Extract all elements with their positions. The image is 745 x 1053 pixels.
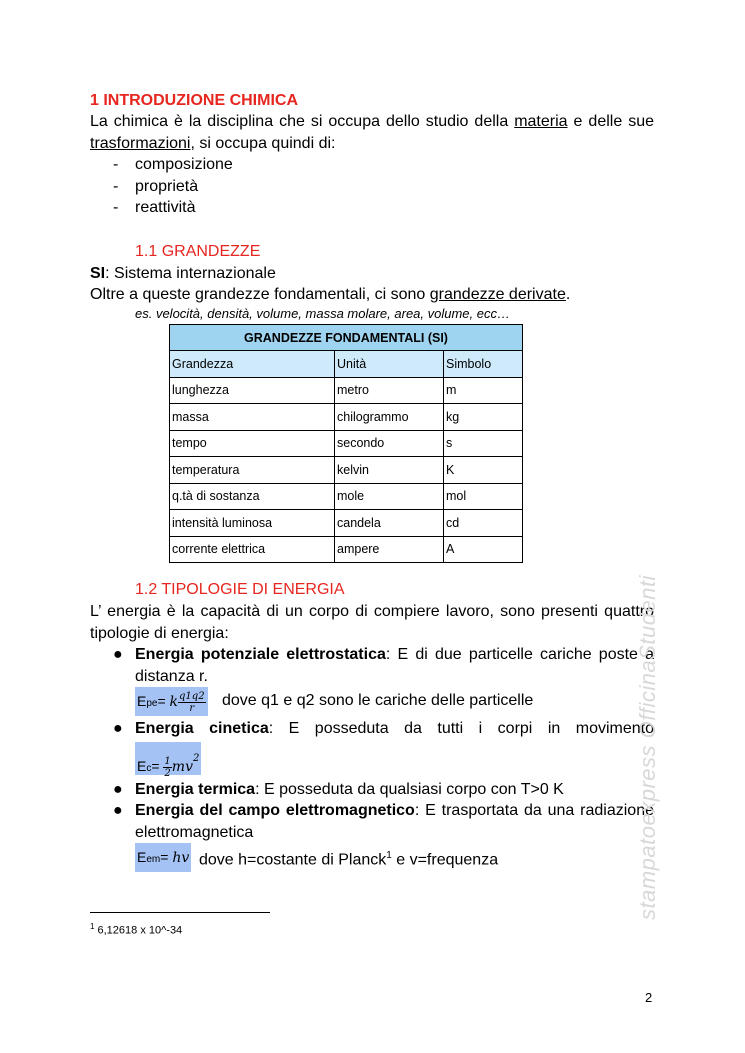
table-header: Grandezza	[170, 351, 335, 378]
section-1-title: 1 INTRODUZIONE CHIMICA	[90, 92, 298, 109]
page-number: 2	[645, 990, 653, 1005]
document-page: 1 INTRODUZIONE CHIMICA La chimica è la disciplina che si occupa dello studio della materia e delle sue trasformazioni, si occupa quindi di: - composizione - proprietà - reattività 1.1 GRANDEZZE SI: Sistema internazionale Oltre a queste grandezze fondamentali, ci sono grandezze derivate. es. velocità, densità, volume, massa molare, area, volume, ecc… GRANDEZZE FONDAMENTALI (SI) Grandezza Unità Simbolo lunghezza metro m massa chilogrammo kg tempo secondo s temperatura kelvin K q.tà di sostanza mole mol intensità luminosa candela cd corrente elettrica ampere A 1.2 TIPOLOGIE DI ENERGIA L’ energia è la capacità di un corpo di compiere lavoro, sono presenti quattro tipologie di energia: ● Energia potenziale elettrostatica: E di due particelle cariche poste a distanza r. Epe= k $\frac{q1q2}{r}$ dove q1 e q2 sono le cariche delle particelle ● Energia cinetica: E posseduta da tutti i corpi in movimento Ec= $\frac{1}{2}$ $mv^2$ ● Energia termica: E posseduta da qualsiasi corpo con T>0 K ● Energia del campo elettromagnetico: E trasportata da una radiazione elettromagnetica Eem= hv dove h=costante di Planck$^1$ e v=frequenza $^1$ 6,12618 x 10^-34 stampatoexpress OfficinaStudenti 2	[0, 0, 745, 1053]
table-row: tempo secondo s	[170, 430, 523, 457]
table-row: massa chilogrammo kg	[170, 404, 523, 431]
formula-em-energy: Eem= hv	[135, 843, 191, 872]
si-units-table	[169, 324, 523, 563]
intro-materia: materia	[514, 113, 568, 130]
table-row: corrente elettrica ampere A	[170, 536, 523, 563]
derived-quantities-term: grandezze derivate	[429, 286, 566, 303]
formula-potential-energy-note: dove q1 e q2 sono le cariche delle particelle	[222, 692, 534, 709]
table-row: q.tà di sostanza mole mol	[170, 483, 523, 510]
table-header: Unità	[335, 351, 444, 378]
si-definition: SI: Sistema internazionale	[90, 265, 276, 282]
table-title: GRANDEZZE FONDAMENTALI (SI)	[170, 325, 523, 351]
footnote-separator	[90, 912, 270, 913]
energy-intro: L’ energia è la capacità di un corpo di compiere lavoro, sono presenti quattro tipologie di energia:	[90, 603, 654, 642]
formula-em-energy-note: dove h=costante di Planck$^1$ e v=frequenza	[199, 850, 499, 869]
table-row: temperatura kelvin K	[170, 457, 523, 484]
section-1-1-title: 1.1 GRANDEZZE	[135, 243, 261, 260]
table-row: lunghezza metro m	[170, 377, 523, 404]
footnote-reference[interactable]: 1	[386, 850, 392, 861]
intro-text-a: La chimica è la disciplina che si occupa dello studio della	[90, 113, 515, 130]
table-row: intensità luminosa candela cd	[170, 510, 523, 537]
intro-trasformazioni: trasformazioni	[90, 134, 191, 152]
intro-text-b: e delle sue	[567, 113, 654, 130]
examples-line: es. velocità, densità, volume, massa molare, area, volume, ecc…	[135, 306, 510, 321]
footnote: $^1$ 6,12618 x 10^-34	[90, 922, 183, 937]
formula-kinetic-energy: Ec= $\frac{1}{2}$ $mv^2$	[135, 742, 201, 775]
derived-quantities-line: Oltre a queste grandezze fondamentali, ci sono grandezze derivate.	[90, 286, 571, 303]
formula-potential-energy: Epe= k $\frac{q1q2}{r}$	[135, 687, 208, 716]
watermark: stampatoexpress OfficinaStudenti	[635, 575, 660, 920]
section-1-2-title: 1.2 TIPOLOGIE DI ENERGIA	[135, 581, 345, 598]
intro-text-c: , si occupa quindi di:	[190, 134, 336, 152]
section-1-intro	[90, 111, 654, 154]
table-header: Simbolo	[444, 351, 523, 378]
